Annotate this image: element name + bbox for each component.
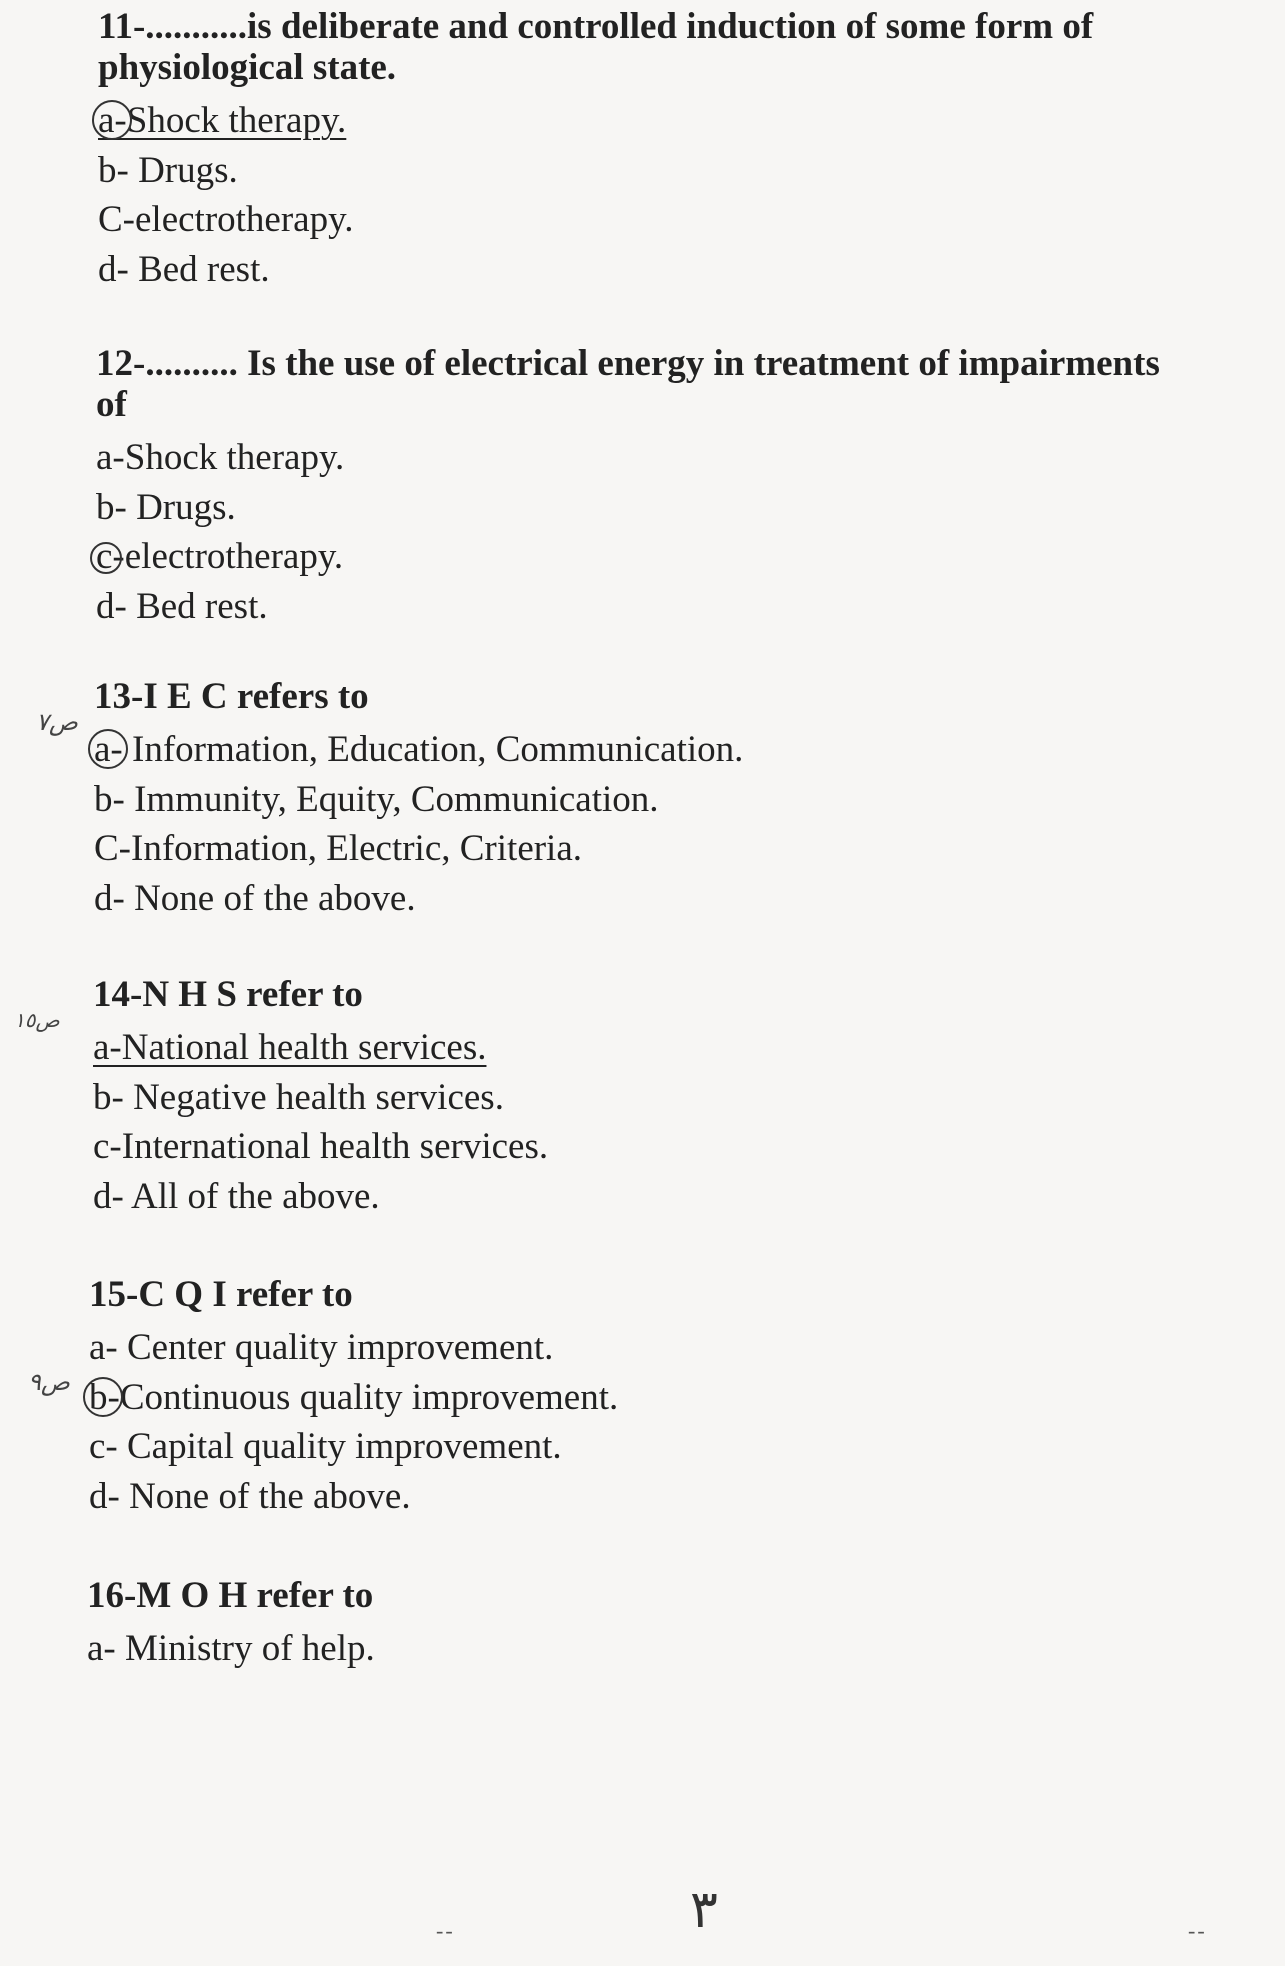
question-title: 15-C Q I refer to [89, 1274, 353, 1315]
option-d: d- Bed rest. [96, 585, 268, 627]
answer-circle-mark [83, 1377, 123, 1417]
question-14 [93, 974, 1285, 1221]
option-c: c-electrotherapy. [96, 532, 1285, 582]
question-13 [94, 676, 1285, 923]
page-number: ٣ [690, 1880, 718, 1940]
option-a: a- Information, Education, Communication. [94, 725, 1285, 775]
question-title: 13-I E C refers to [94, 676, 369, 717]
option-d: d- None of the above. [89, 1475, 411, 1517]
option-a: a- Ministry of help. [87, 1628, 375, 1669]
handwritten-margin-note: ص٧ [36, 708, 78, 736]
option-b: b- Negative health services. [93, 1076, 504, 1118]
question-11 [98, 6, 1285, 294]
question-title: 11-...........is deliberate and controlled induction of some form of physiological state. [98, 6, 1094, 88]
question-15 [89, 1274, 1285, 1521]
question-title: 16-M O H refer to [87, 1575, 374, 1616]
option-d: d- Bed rest. [98, 248, 270, 290]
option-c: C-electrotherapy. [98, 199, 354, 240]
footer-right-dash: -- [1188, 1918, 1207, 1943]
handwritten-margin-note: ص٩ [28, 1368, 70, 1396]
option-a: a-National health services. [93, 1027, 487, 1068]
question-title: 12-.......... Is the use of electrical energy in treatment of impairments of [96, 343, 1160, 425]
option-b: b-Continuous quality improvement. [89, 1373, 1285, 1423]
answer-circle-mark [92, 100, 132, 140]
handwritten-margin-note: ص١٥ [14, 1008, 60, 1032]
option-d: d- None of the above. [94, 877, 416, 919]
answer-circle-mark [90, 542, 122, 574]
option-d: d- All of the above. [93, 1175, 380, 1217]
answer-circle-mark [88, 729, 128, 769]
option-b: b- Drugs. [98, 149, 238, 191]
option-a: a- Center quality improvement. [89, 1327, 554, 1368]
option-c: c-International health services. [93, 1126, 549, 1167]
option-a: a-Shock therapy. [98, 96, 1285, 146]
footer-left-dash: -- [436, 1918, 455, 1943]
question-16 [87, 1575, 1285, 1674]
option-c: C-Information, Electric, Criteria. [94, 828, 583, 869]
option-c: c- Capital quality improvement. [89, 1426, 562, 1467]
option-b: b- Immunity, Equity, Communication. [94, 778, 659, 820]
question-12 [96, 343, 1285, 631]
question-title: 14-N H S refer to [93, 974, 363, 1015]
option-a: a-Shock therapy. [96, 437, 345, 478]
option-b: b- Drugs. [96, 486, 236, 528]
